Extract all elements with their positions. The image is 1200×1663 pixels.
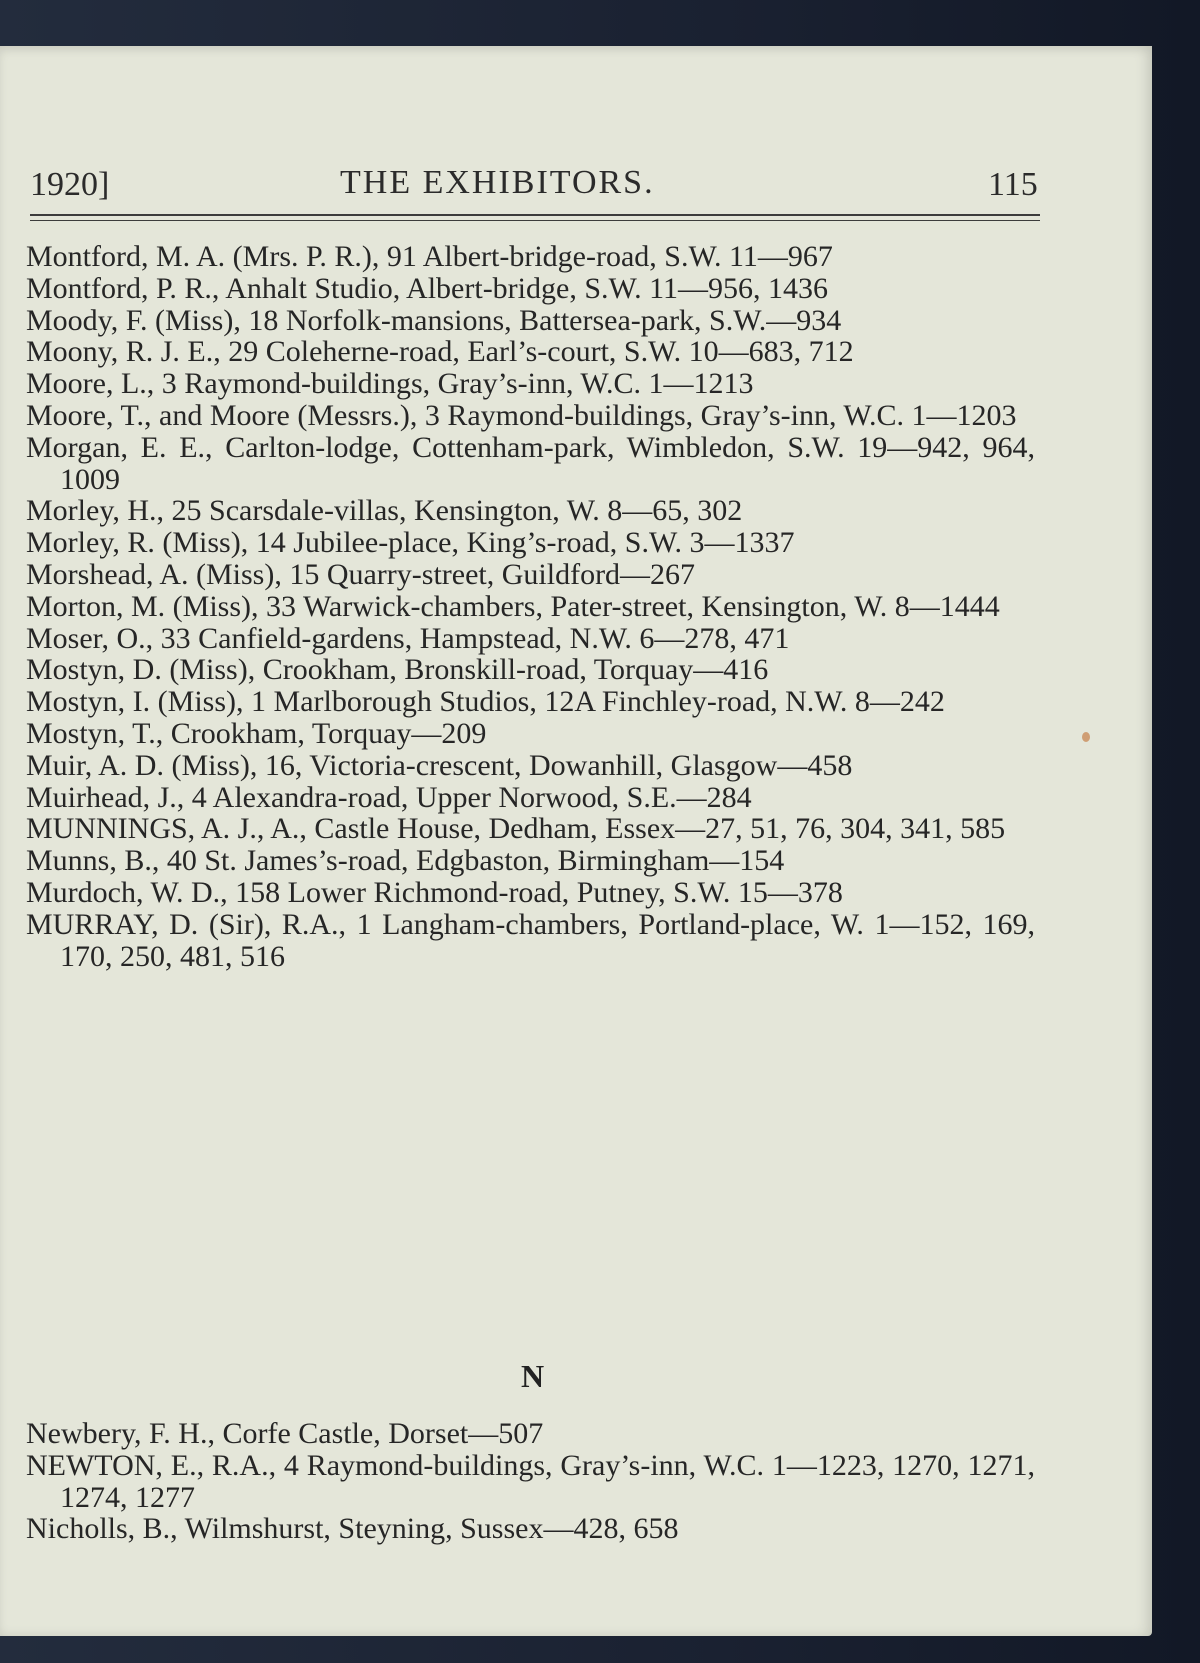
list-item: NEWTON, E., R.A., 4 Raymond-buildings, Gray’s-inn, W.C. 1—1223, 1270, 1271, 1274, 1277 bbox=[26, 1448, 1035, 1514]
list-item: Morley, H., 25 Scarsdale-villas, Kensington, W. 8—65, 302 bbox=[26, 494, 743, 528]
list-item: Moore, L., 3 Raymond-buildings, Gray’s-inn, W.C. 1—1213 bbox=[26, 367, 754, 401]
exhibitor-list-m bbox=[0, 241, 1152, 972]
list-item: Mostyn, I. (Miss), 1 Marlborough Studios, 12A Finchley-road, N.W. 8—242 bbox=[26, 685, 945, 719]
list-item: Moser, O., 33 Canfield-gardens, Hampstead, N.W. 6—278, 471 bbox=[26, 621, 790, 655]
page-number: 115 bbox=[988, 166, 1038, 203]
list-item: Moore, T., and Moore (Messrs.), 3 Raymond-buildings, Gray’s-inn, W.C. 1—1203 bbox=[26, 398, 1017, 432]
section-letter-heading: N bbox=[520, 1358, 545, 1394]
list-item: Muirhead, J., 4 Alexandra-road, Upper Norwood, S.E.—284 bbox=[26, 780, 752, 814]
header-rule-thin bbox=[30, 220, 1040, 221]
list-item: Moony, R. J. E., 29 Coleherne-road, Earl’s-court, S.W. 10—683, 712 bbox=[26, 335, 854, 369]
header-rule-thick bbox=[30, 214, 1040, 216]
list-item: Mostyn, D. (Miss), Crookham, Bronskill-road, Torquay—416 bbox=[26, 653, 769, 687]
book-page bbox=[0, 46, 1152, 1636]
list-item: Muir, A. D. (Miss), 16, Victoria-crescent, Dowanhill, Glasgow—458 bbox=[26, 748, 853, 782]
list-item: Montford, P. R., Anhalt Studio, Albert-bridge, S.W. 11—956, 1436 bbox=[26, 271, 828, 305]
list-item: Murdoch, W. D., 158 Lower Richmond-road, Putney, S.W. 15—378 bbox=[26, 875, 843, 909]
list-item: Morgan, E. E., Carlton-lodge, Cottenham-park, Wimbledon, S.W. 19—942, 964, 1009 bbox=[26, 430, 1035, 496]
list-item: Mostyn, T., Crookham, Torquay—209 bbox=[26, 716, 487, 750]
list-item: MUNNINGS, A. J., A., Castle House, Dedham, Essex—27, 51, 76, 304, 341, 585 bbox=[26, 812, 1006, 846]
list-item: Montford, M. A. (Mrs. P. R.), 91 Albert-bridge-road, S.W. 11—967 bbox=[26, 240, 833, 273]
list-item: Nicholls, B., Wilmshurst, Steyning, Sussex—428, 658 bbox=[26, 1512, 679, 1546]
list-item: Newbery, F. H., Corfe Castle, Dorset—507 bbox=[26, 1417, 544, 1450]
list-item: MURRAY, D. (Sir), R.A., 1 Langham-chambers, Portland-place, W. 1—152, 169, 170, 250, 481, 516 bbox=[26, 907, 1035, 973]
list-item: Morley, R. (Miss), 14 Jubilee-place, King’s-road, S.W. 3—1337 bbox=[26, 526, 795, 560]
exhibitor-list-n bbox=[0, 1418, 1152, 1545]
header-title: THE EXHIBITORS. bbox=[340, 164, 655, 201]
list-item: Moody, F. (Miss), 18 Norfolk-mansions, Battersea-park, S.W.—934 bbox=[26, 303, 842, 337]
header-year: 1920] bbox=[30, 166, 110, 203]
list-item: Morshead, A. (Miss), 15 Quarry-street, Guildford—267 bbox=[26, 557, 696, 591]
list-item: Munns, B., 40 St. James’s-road, Edgbaston, Birmingham—154 bbox=[26, 844, 785, 878]
list-item: Morton, M. (Miss), 33 Warwick-chambers, Pater-street, Kensington, W. 8—1444 bbox=[26, 589, 1000, 623]
paper-fleck bbox=[1082, 732, 1090, 742]
running-header bbox=[0, 166, 1152, 216]
